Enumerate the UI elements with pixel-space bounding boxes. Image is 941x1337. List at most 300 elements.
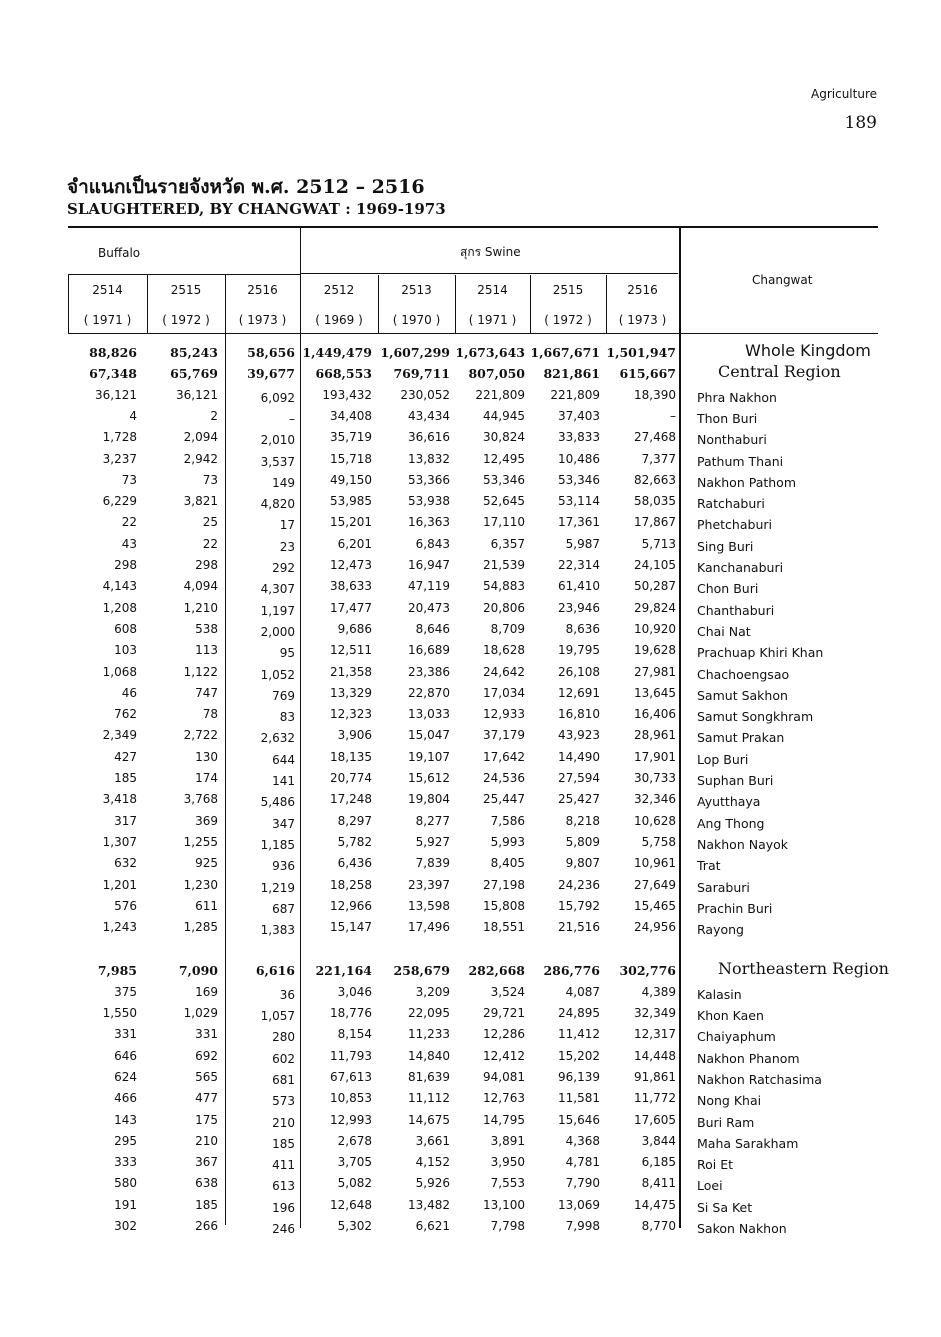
table-cell: 1,243 — [102, 920, 137, 935]
table-cell: 8,411 — [641, 1176, 676, 1191]
table-cell: 15,201 — [330, 515, 372, 530]
column-header-year-ce: ( 1972 ) — [162, 313, 210, 327]
table-cell: 681 — [272, 1072, 295, 1087]
table-cell: 936 — [272, 859, 295, 874]
table-cell: 5,082 — [337, 1176, 372, 1191]
table-cell: 8,405 — [490, 856, 525, 871]
table-cell: 3,950 — [490, 1155, 525, 1170]
column-header-year-ce: ( 1971 ) — [468, 313, 517, 327]
table-cell: 11,772 — [634, 1091, 676, 1106]
changwat-column-header: Changwat — [752, 273, 813, 287]
table-cell: 17,361 — [558, 515, 600, 530]
swine-group-header — [460, 243, 521, 262]
table-cell: 762 — [114, 707, 137, 722]
table-cell: 37,403 — [558, 408, 600, 423]
changwat-name: Prachin Buri — [697, 900, 773, 916]
changwat-name: Chai Nat — [697, 623, 751, 639]
buffalo-group-header: Buffalo — [98, 246, 141, 260]
table-cell: 43 — [121, 536, 137, 551]
table-cell: 16,406 — [634, 707, 676, 722]
section-label: Agriculture — [811, 87, 877, 101]
table-cell: 8,154 — [337, 1027, 372, 1042]
table-cell: 130 — [195, 749, 218, 764]
table-cell: 32,346 — [634, 792, 676, 807]
table-cell: 23 — [279, 539, 295, 554]
table-cell: 16,947 — [408, 558, 450, 572]
table-cell: 18,258 — [330, 877, 372, 892]
table-cell: 6,621 — [415, 1219, 450, 1233]
table-cell: 687 — [272, 901, 295, 916]
table-cell: 53,346 — [558, 472, 600, 487]
table-cell: 88,826 — [89, 345, 137, 360]
table-cell: 18,776 — [330, 1006, 372, 1020]
table-cell: 12,286 — [483, 1027, 525, 1042]
table-cell: 6,185 — [641, 1155, 676, 1170]
table-cell: 644 — [272, 752, 295, 767]
table-cell: 103 — [114, 643, 137, 658]
table-cell: 14,475 — [634, 1197, 676, 1212]
table-cell: 27,468 — [634, 430, 676, 445]
changwat-name: Saraburi — [697, 879, 750, 895]
table-cell: 8,277 — [415, 813, 450, 828]
table-cell: 96,139 — [558, 1069, 600, 1084]
table-cell: 24,536 — [483, 771, 525, 785]
table-cell: 692 — [195, 1048, 218, 1063]
table-cell: 12,473 — [330, 558, 372, 572]
changwat-name: Chaiyaphum — [697, 1029, 776, 1045]
table-cell: – — [289, 411, 295, 426]
table-cell: 53,985 — [330, 494, 372, 509]
table-cell: 19,804 — [408, 792, 450, 807]
table-cell: 1,208 — [102, 600, 137, 615]
table-cell: 38,633 — [330, 579, 372, 594]
table-cell: 37,179 — [483, 728, 525, 743]
table-cell: 24,895 — [558, 1006, 600, 1020]
table-cell: 14,840 — [408, 1048, 450, 1063]
table-cell: 12,323 — [330, 707, 372, 722]
table-cell: 18,551 — [483, 920, 525, 935]
table-cell: 14,490 — [558, 749, 600, 764]
table-cell: 1,068 — [102, 664, 137, 679]
table-cell: 25,427 — [558, 792, 600, 807]
table-cell: 15,718 — [330, 451, 372, 466]
table-cell: 50,287 — [634, 579, 676, 594]
table-cell: 18,135 — [330, 749, 372, 764]
table-cell: 302 — [114, 1219, 137, 1233]
table-cell: 34,408 — [330, 408, 372, 423]
table-cell: 807,050 — [468, 366, 525, 382]
table-cell: 6,616 — [255, 963, 295, 979]
table-cell: 58,656 — [247, 345, 295, 360]
table-cell: 466 — [114, 1091, 137, 1106]
table-cell: 5,486 — [260, 795, 295, 810]
table-cell: 333 — [114, 1155, 137, 1170]
table-cell: 1,550 — [102, 1006, 137, 1020]
table-cell: 4,094 — [183, 579, 218, 594]
table-cell: 17 — [279, 518, 295, 533]
table-cell: 7,798 — [490, 1219, 525, 1233]
table-cell: 1,197 — [260, 603, 295, 618]
table-cell: 29,824 — [634, 600, 676, 615]
changwat-name: Lop Buri — [697, 751, 749, 767]
table-cell: 8,297 — [337, 813, 372, 828]
changwat-name: Chachoengsao — [697, 666, 790, 682]
table-cell: 15,047 — [408, 728, 450, 743]
table-cell: 25,447 — [483, 792, 525, 807]
table-cell: 1,285 — [183, 920, 218, 935]
changwat-name: Phra Nakhon — [697, 389, 777, 405]
header-bottom-rule — [68, 333, 878, 334]
changwat-name: Whole Kingdom — [745, 341, 871, 360]
column-divider — [378, 275, 379, 333]
table-cell: 7,998 — [565, 1219, 600, 1233]
table-cell: 5,987 — [565, 536, 600, 551]
table-cell: 2,722 — [183, 728, 218, 743]
table-cell: 17,901 — [634, 749, 676, 764]
table-cell: 613 — [272, 1179, 295, 1194]
table-cell: 85,243 — [170, 345, 218, 360]
table-cell: 4 — [129, 408, 137, 423]
table-cell: 24,956 — [634, 920, 676, 935]
changwat-name: Samut Sakhon — [697, 687, 788, 703]
table-cell: 4,368 — [565, 1133, 600, 1148]
changwat-name: Kalasin — [697, 986, 742, 1002]
table-cell: 769,711 — [393, 366, 450, 382]
table-cell: 17,477 — [330, 600, 372, 615]
changwat-name: Samut Songkhram — [697, 709, 814, 725]
table-cell: 282,668 — [468, 963, 525, 979]
table-cell: 12,933 — [483, 707, 525, 722]
table-cell: 36,121 — [176, 387, 218, 402]
table-cell: 12,317 — [634, 1027, 676, 1042]
column-header-year-ce: ( 1969 ) — [315, 313, 363, 327]
column-header-year-be: 2515 — [552, 283, 584, 297]
table-cell: 576 — [114, 898, 137, 913]
table-cell: 14,675 — [408, 1112, 450, 1127]
table-cell: 10,920 — [634, 621, 676, 636]
table-cell: 13,645 — [634, 685, 676, 700]
table-cell: 10,628 — [634, 813, 676, 828]
table-cell: 36 — [279, 987, 295, 1002]
table-cell: 32,349 — [634, 1006, 676, 1020]
table-cell: 14,795 — [483, 1112, 525, 1127]
table-cell: 47,119 — [408, 579, 450, 594]
table-cell: 331 — [114, 1027, 137, 1042]
table-cell: 53,366 — [408, 472, 450, 487]
table-cell: 266 — [195, 1219, 218, 1233]
table-cell: 7,985 — [97, 963, 137, 979]
table-cell: 20,774 — [330, 771, 372, 785]
table-top-rule — [68, 226, 878, 228]
column-header-year-be: 2514 — [477, 283, 508, 297]
table-cell: 15,465 — [634, 898, 676, 913]
table-cell: 7,090 — [178, 963, 218, 979]
table-cell: 52,645 — [483, 494, 525, 509]
table-cell: 20,473 — [408, 600, 450, 615]
table-cell: 2 — [210, 408, 218, 423]
table-cell: 27,198 — [483, 877, 525, 892]
table-cell: 3,661 — [415, 1133, 450, 1148]
table-cell: 24,642 — [483, 664, 525, 679]
changwat-name: Pathum Thani — [697, 453, 784, 469]
table-cell: 5,782 — [337, 834, 372, 849]
table-cell: 1,185 — [260, 837, 295, 852]
table-cell: 58,035 — [634, 494, 676, 509]
table-cell: 39,677 — [247, 366, 295, 382]
table-cell: 3,418 — [102, 792, 137, 807]
table-cell: 565 — [195, 1069, 218, 1084]
table-cell: 196 — [272, 1200, 295, 1215]
table-cell: 646 — [114, 1048, 137, 1063]
table-cell: 27,594 — [558, 771, 600, 785]
table-cell: 23,397 — [408, 877, 450, 892]
table-cell: 30,733 — [634, 771, 676, 785]
table-cell: 1,255 — [183, 834, 218, 849]
table-cell: 2,632 — [260, 731, 295, 746]
table-cell: 295 — [114, 1133, 137, 1148]
table-cell: 1,029 — [183, 1006, 218, 1020]
swine-group-header-thai: สุกร — [460, 245, 482, 259]
table-cell: 427 — [114, 749, 137, 764]
table-cell: 17,034 — [483, 685, 525, 700]
table-cell: 1,122 — [183, 664, 218, 679]
table-cell: 210 — [272, 1115, 295, 1130]
table-cell: 2,010 — [260, 433, 295, 448]
table-cell: 21,516 — [558, 920, 600, 935]
table-cell: 14,448 — [634, 1048, 676, 1063]
table-cell: 8,770 — [641, 1219, 676, 1233]
table-cell: 36,616 — [408, 430, 450, 445]
table-cell: 3,844 — [641, 1133, 676, 1148]
table-cell: 15,646 — [558, 1112, 600, 1127]
changwat-name: Nakhon Phanom — [697, 1050, 800, 1066]
table-cell: 185 — [195, 1197, 218, 1212]
table-cell: 632 — [114, 856, 137, 871]
table-cell: 5,809 — [565, 834, 600, 849]
table-cell: 602 — [272, 1051, 295, 1066]
table-cell: 113 — [195, 643, 218, 658]
column-header-year-ce: ( 1973 ) — [238, 313, 287, 327]
table-cell: 317 — [114, 813, 137, 828]
table-cell: 4,307 — [260, 582, 295, 597]
table-cell: 13,832 — [408, 451, 450, 466]
column-header-year-ce: ( 1973 ) — [618, 313, 667, 327]
table-cell: 17,110 — [483, 515, 525, 530]
table-cell: 18,390 — [634, 387, 676, 402]
table-cell: 15,147 — [330, 920, 372, 935]
column-divider — [455, 275, 456, 333]
changwat-name: Central Region — [718, 362, 841, 382]
table-cell: 1,728 — [102, 430, 137, 445]
table-cell: 44,945 — [483, 408, 525, 423]
table-cell: 4,389 — [641, 984, 676, 999]
table-cell: 4,820 — [260, 497, 295, 512]
table-cell: 10,853 — [330, 1091, 372, 1106]
column-divider — [530, 275, 531, 333]
table-cell: 11,412 — [558, 1027, 600, 1042]
table-cell: 185 — [272, 1136, 295, 1151]
table-cell: 246 — [272, 1222, 295, 1236]
table-cell: 11,112 — [408, 1091, 450, 1106]
table-cell: 22,314 — [558, 558, 600, 572]
table-cell: 221,164 — [315, 963, 372, 979]
table-cell: 19,795 — [558, 643, 600, 658]
table-cell: 24,105 — [634, 558, 676, 572]
table-cell: 668,553 — [315, 366, 372, 382]
table-cell: 1,219 — [260, 880, 295, 895]
table-cell: 91,861 — [634, 1069, 676, 1084]
table-cell: 13,482 — [408, 1197, 450, 1212]
table-cell: 15,202 — [558, 1048, 600, 1063]
table-cell: 27,981 — [634, 664, 676, 679]
table-cell: 9,686 — [337, 621, 372, 636]
table-cell: 11,233 — [408, 1027, 450, 1042]
table-cell: 36,121 — [95, 387, 137, 402]
column-header-year-be: 2516 — [627, 283, 658, 297]
table-cell: 3,237 — [102, 451, 137, 466]
column-header-year-be: 2515 — [170, 283, 202, 297]
table-cell: 20,806 — [483, 600, 525, 615]
column-divider — [679, 228, 681, 1228]
changwat-name: Prachuap Khiri Khan — [697, 645, 824, 661]
table-cell: 1,307 — [102, 834, 137, 849]
table-cell: 13,100 — [483, 1197, 525, 1212]
table-cell: 331 — [195, 1027, 218, 1042]
table-cell: 11,793 — [330, 1048, 372, 1063]
table-cell: 13,069 — [558, 1197, 600, 1212]
changwat-name: Phetchaburi — [697, 517, 772, 533]
table-cell: 477 — [195, 1091, 218, 1106]
table-cell: 83 — [279, 710, 295, 725]
table-cell: 3,537 — [260, 454, 295, 469]
changwat-name: Ratchaburi — [697, 496, 765, 512]
changwat-name: Nakhon Pathom — [697, 474, 796, 490]
table-cell: 1,667,671 — [530, 345, 600, 360]
table-cell: 61,410 — [558, 579, 600, 594]
table-cell: 22,870 — [408, 685, 450, 700]
swine-group-rule — [300, 273, 678, 274]
table-cell: 35,719 — [330, 430, 372, 445]
table-cell: 11,581 — [558, 1091, 600, 1106]
table-cell: 185 — [114, 771, 137, 785]
table-cell: 175 — [195, 1112, 218, 1127]
table-cell: 53,114 — [558, 494, 600, 509]
column-divider — [147, 275, 148, 333]
table-cell: 12,993 — [330, 1112, 372, 1127]
table-cell: 17,496 — [408, 920, 450, 935]
changwat-name: Samut Prakan — [697, 730, 785, 746]
swine-group-header-english: Swine — [484, 245, 521, 259]
changwat-name: Nong Khai — [697, 1093, 762, 1109]
table-cell: 8,646 — [415, 621, 450, 636]
table-cell: 1,230 — [183, 877, 218, 892]
table-cell: 221,809 — [550, 387, 600, 402]
table-cell: 580 — [114, 1176, 137, 1191]
table-cell: 230,052 — [400, 387, 450, 402]
table-cell: 3,705 — [337, 1155, 372, 1170]
table-cell: 28,961 — [634, 728, 676, 743]
table-cell: 13,033 — [408, 707, 450, 722]
table-cell: 8,636 — [565, 621, 600, 636]
table-cell: 538 — [195, 621, 218, 636]
table-cell: 12,648 — [330, 1197, 372, 1212]
column-header-year-be: 2512 — [323, 283, 355, 297]
changwat-name: Roi Et — [697, 1157, 734, 1173]
table-cell: 12,763 — [483, 1091, 525, 1106]
changwat-name: Loei — [697, 1178, 723, 1194]
changwat-name: Maha Sarakham — [697, 1135, 799, 1151]
table-cell: 12,511 — [330, 643, 372, 658]
table-cell: 5,993 — [490, 834, 525, 849]
table-cell: 1,201 — [102, 877, 137, 892]
table-cell: 17,867 — [634, 515, 676, 530]
table-cell: 5,302 — [337, 1219, 372, 1233]
table-cell: 95 — [279, 646, 295, 661]
table-cell: 7,553 — [490, 1176, 525, 1191]
table-cell: 65,769 — [170, 366, 218, 382]
table-cell: 16,363 — [408, 515, 450, 530]
table-cell: 73 — [202, 472, 218, 487]
column-header-year-be: 2513 — [401, 283, 432, 297]
changwat-name: Si Sa Ket — [697, 1199, 753, 1215]
table-cell: 19,107 — [408, 749, 450, 764]
table-cell: 13,329 — [330, 685, 372, 700]
table-cell: 2,942 — [183, 451, 218, 466]
table-title-english: SLAUGHTERED, BY CHANGWAT : 1969-1973 — [67, 200, 446, 218]
table-cell: 292 — [272, 561, 295, 575]
table-cell: 298 — [114, 558, 137, 572]
table-cell: 33,833 — [558, 430, 600, 445]
table-cell: 925 — [195, 856, 218, 871]
table-cell: 22 — [121, 515, 137, 530]
table-cell: 26,108 — [558, 664, 600, 679]
table-cell: 4,152 — [415, 1155, 450, 1170]
table-cell: 1,607,299 — [380, 345, 450, 360]
table-cell: 67,613 — [330, 1069, 372, 1084]
table-cell: 143 — [114, 1112, 137, 1127]
table-cell: 411 — [272, 1158, 295, 1173]
table-cell: 141 — [272, 774, 295, 788]
table-cell: 18,628 — [483, 643, 525, 658]
table-cell: 78 — [202, 707, 218, 722]
table-cell: 73 — [121, 472, 137, 487]
table-cell: 615,667 — [619, 366, 676, 382]
table-cell: 27,649 — [634, 877, 676, 892]
table-cell: 8,218 — [565, 813, 600, 828]
changwat-name: Chanthaburi — [697, 602, 775, 618]
table-cell: 22,095 — [408, 1006, 450, 1020]
table-cell: 13,598 — [408, 898, 450, 913]
table-cell: 22 — [202, 536, 218, 551]
table-cell: 174 — [195, 771, 218, 785]
table-cell: 3,209 — [415, 984, 450, 999]
table-cell: 210 — [195, 1133, 218, 1148]
changwat-name: Buri Ram — [697, 1114, 755, 1130]
table-cell: 29,721 — [483, 1006, 525, 1020]
table-cell: 191 — [114, 1197, 137, 1212]
table-cell: 3,821 — [183, 494, 218, 509]
table-cell: 15,792 — [558, 898, 600, 913]
changwat-name: Suphan Buri — [697, 773, 774, 788]
table-cell: 6,436 — [337, 856, 372, 871]
table-cell: 15,612 — [408, 771, 450, 785]
changwat-name: Kanchanaburi — [697, 560, 784, 575]
table-cell: 53,346 — [483, 472, 525, 487]
table-cell: 6,229 — [102, 494, 137, 509]
table-cell: 149 — [272, 475, 295, 490]
table-cell: 7,586 — [490, 813, 525, 828]
table-cell: 2,000 — [260, 624, 295, 639]
